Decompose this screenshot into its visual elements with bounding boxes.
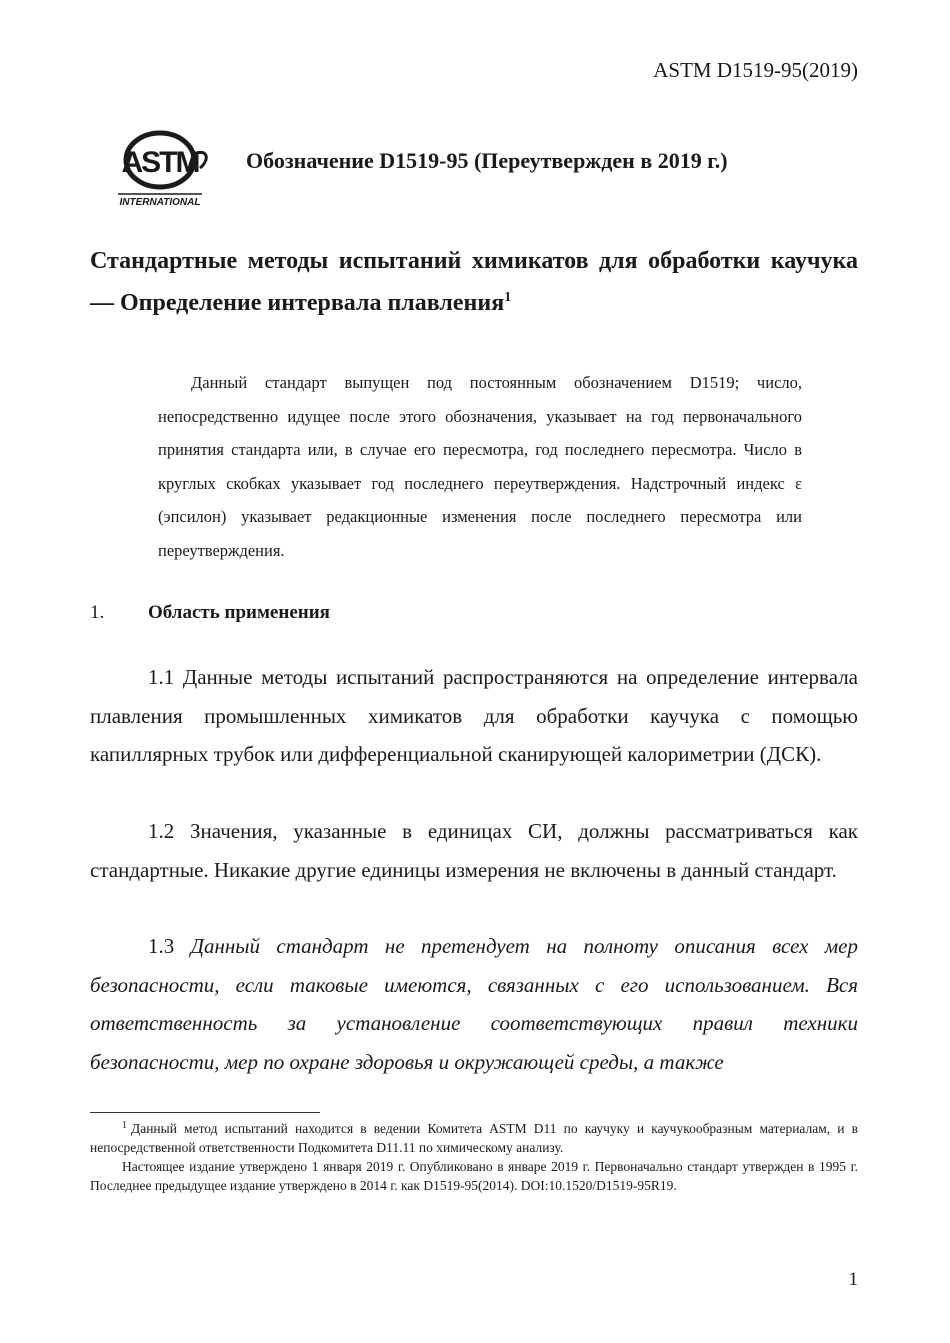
document-title [90, 240, 858, 324]
footnote-2: Настоящее издание утверждено 1 января 2019 г. Опубликовано в январе 2019 г. Первоначально стандарт утвержден в 1995 г. Последнее предыдущее издание утверждено в 2014 г. как D1519-95(2014). DOI:10.1520/D1519-95R19. [90, 1159, 858, 1193]
footnote-divider [90, 1112, 320, 1113]
paragraph-number: 1.3 [148, 934, 175, 958]
section-number: 1. [90, 602, 105, 623]
document-code: ASTM D1519-95(2019) [653, 58, 858, 82]
standard-notice: Данный стандарт выпущен под постоянным обозначением D1519; число, непосредственно идущее после этого обозначения, указывает на год первоначального принятия стандарта или, в случае его пересмотра, год последнего пересмотра. Число в круглых скобках указывает год последнего переутверждения. Надстрочный индекс ε (эпсилон) указывает редакционные изменения после последнего пересмотра или переутверждения. [158, 373, 802, 560]
title-text: Стандартные методы испытаний химикатов для обработки каучука — Определение интервала плавления [90, 248, 858, 316]
paragraph-text: Значения, указанные в единицах СИ, должны рассматриваться как стандартные. Никакие другие единицы измерения не включены в данный стандарт. [90, 819, 859, 882]
designation-heading: Обозначение D1519-95 (Переутвержден в 2019 г.) [246, 148, 728, 173]
paragraph-text: Данный стандарт не претендует на полноту описания всех мер безопасности, если таковые имеются, связанных с его использованием. Вся ответственность за установление соответствующих правил техники безопасности, мер по охране здоровья и окружающей среды, а также [90, 934, 858, 1074]
footnote-1 [90, 1120, 858, 1157]
page-number: 1 [848, 1269, 858, 1290]
paragraph-text: Данные методы испытаний распространяются на определение интервала плавления промышленных химикатов для обработки каучука с помощью капиллярных трубок или дифференциальной сканирующей калориметрии (ДСК). [90, 665, 858, 766]
footnote-text: Данный метод испытаний находится в ведении Комитета ASTM D11 по каучуку и каучукообразным материалам, и в непосредственной ответственности Подкомитета D11.11 по химическому анализу. [90, 1121, 858, 1155]
paragraph-1-1 [90, 658, 858, 774]
paragraph-number: 1.2 [148, 819, 175, 843]
paragraph-number: 1.1 [148, 665, 175, 689]
footnote-marker: 1 [122, 1120, 127, 1131]
paragraph-1-2 [90, 812, 858, 889]
astm-logo [112, 124, 208, 208]
title-footnote-ref: 1 [504, 290, 512, 305]
section-title: Область применения [148, 602, 330, 623]
logo-subtitle: INTERNATIONAL [119, 197, 201, 208]
logo-text: ASTM [121, 146, 199, 179]
paragraph-1-3 [90, 927, 858, 1081]
